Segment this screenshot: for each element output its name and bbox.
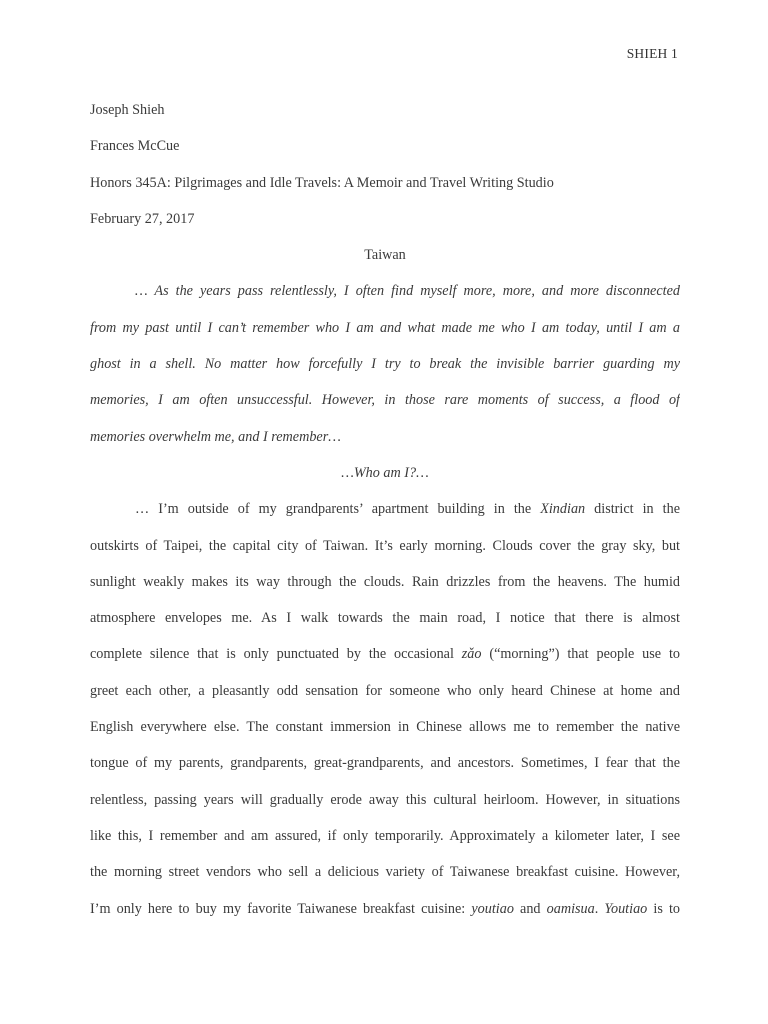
date-line: February 27, 2017 [90,210,195,227]
italic-term: oamisua [546,900,595,917]
italic-intro-line: ghost in a shell. No matter how forcefully I try to break the invisible barrier guarding my [90,356,680,373]
centered-question: …Who am I?… [341,464,429,481]
italic-term: zǎo [461,646,482,663]
italic-intro-line: memories, I am often unsuccessful. However, in those rare moments of success, a flood of [90,392,680,409]
text-run: and [513,900,547,917]
italic-intro-line: from my past until I can’t remember who I am and what made me who I am today, until I am a [90,319,680,336]
paragraph-line: greet each other, a pleasantly odd sensation for someone who only heard Chinese at home and [90,682,680,699]
essay-title: Taiwan [364,247,406,264]
paragraph-line: relentless, passing years will gradually erode away this cultural heirloom. However, in situations [90,791,680,808]
paragraph-line: like this, I remember and am assured, if only temporarily. Approximately a kilometer later, I see [90,827,680,844]
italic-term: Xindian [540,501,586,518]
italic-intro-line: memories overwhelm me, and I remember… [90,428,341,445]
text-run: I’m only here to buy my favorite Taiwanese breakfast cuisine: [90,900,472,917]
text-run: . [594,900,605,917]
paragraph-line: sunlight weakly makes its way through the clouds. Rain drizzles from the heavens. The humid [90,573,680,590]
text-run: is to [647,900,680,917]
paragraph-line: atmosphere envelopes me. As I walk towards the main road, I notice that there is almost [90,610,680,627]
paragraph-line: the morning street vendors who sell a delicious variety of Taiwanese breakfast cuisine. However, [90,864,680,881]
italic-term: Youtiao [604,900,648,917]
text-run: district in the [585,501,680,518]
text-run: complete silence that is only punctuated by the occasional [90,646,462,663]
course-name: Honors 345A: Pilgrimages and Idle Travels: A Memoir and Travel Writing Studio [90,174,554,191]
paragraph-line: tongue of my parents, grandparents, great-grandparents, and ancestors. Sometimes, I fear that the [90,755,680,772]
italic-term: youtiao [471,900,514,917]
instructor-name: Frances McCue [90,138,180,155]
paragraph-line [90,491,680,527]
paragraph-line [90,891,680,927]
text-run: (“morning”) that people use to [481,646,680,663]
italic-intro-line: … As the years pass relentlessly, I often find myself more, more, and more disconnected [135,283,680,300]
running-header: SHIEH 1 [626,46,678,61]
author-name: Joseph Shieh [90,102,165,118]
paragraph-line: English everywhere else. The constant immersion in Chinese allows me to remember the native [90,719,680,736]
paragraph-line [90,636,680,672]
document-body [90,92,680,927]
text-run: … I’m outside of my grandparents’ apartment building in the [135,501,541,518]
paragraph-line: outskirts of Taipei, the capital city of Taiwan. It’s early morning. Clouds cover the gray sky, but [90,537,680,554]
